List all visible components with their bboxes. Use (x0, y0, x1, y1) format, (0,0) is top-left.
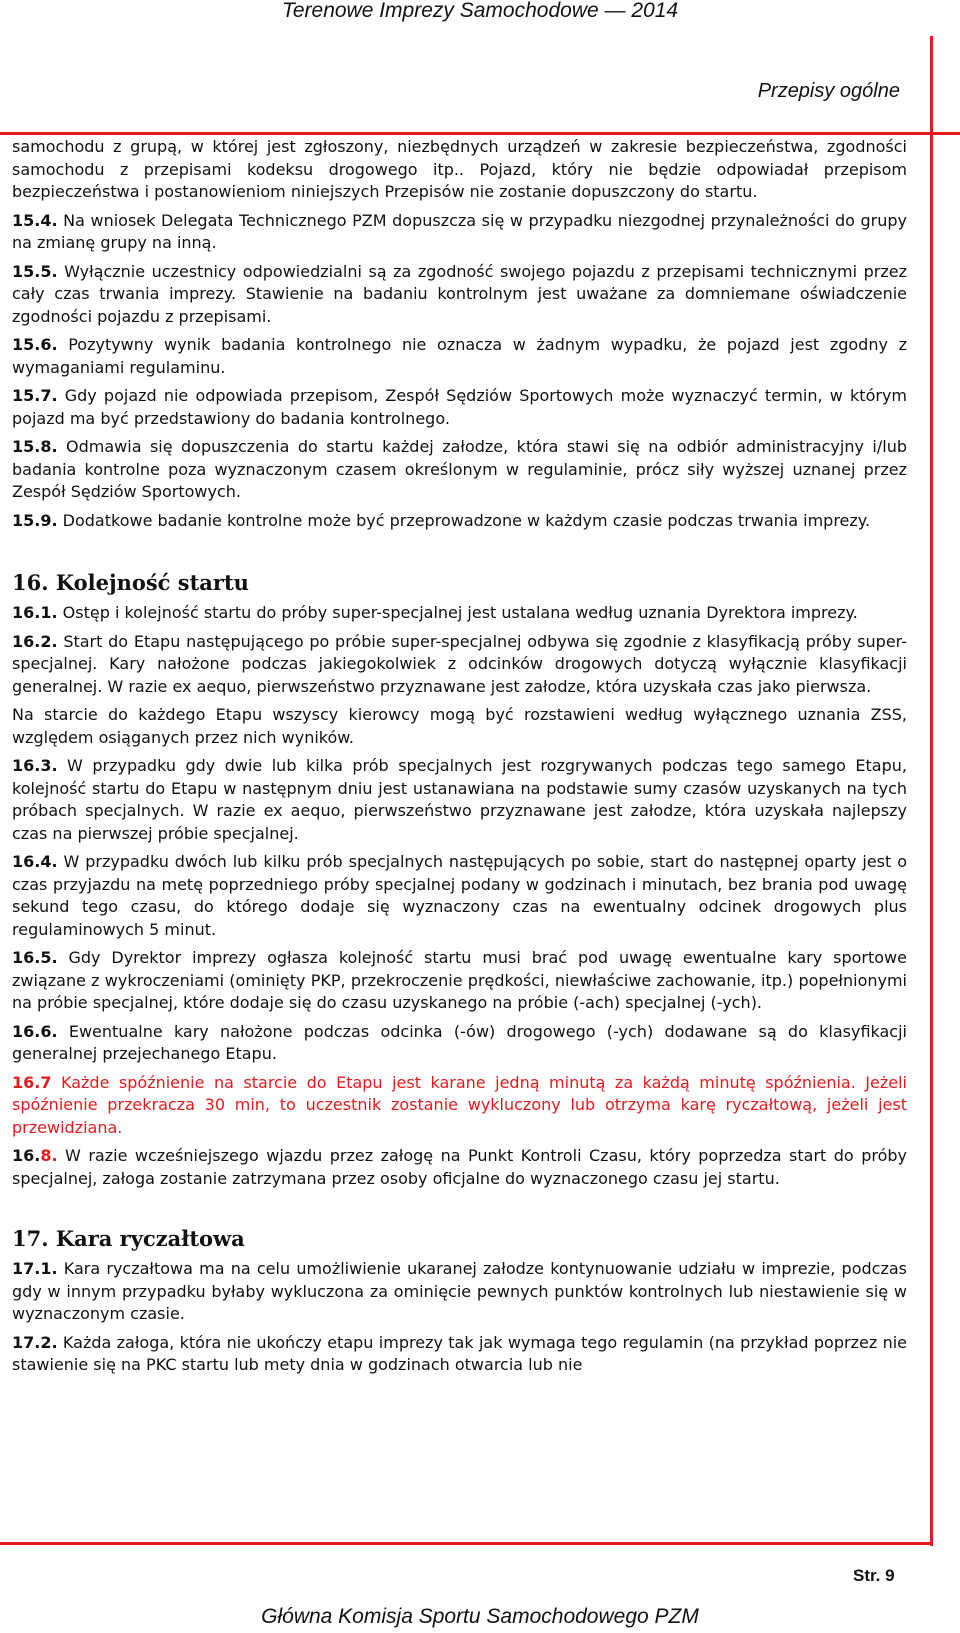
section-heading-16: 16. Kolejność startu (12, 570, 249, 595)
red-vertical-rule (930, 36, 933, 1546)
paragraph-number: 15.7. (12, 386, 58, 405)
page-content (12, 136, 907, 1383)
paragraph-number: 16.4. (12, 852, 58, 871)
paragraph-number: 16.1. (12, 603, 58, 622)
page-number: Str. 9 (853, 1566, 895, 1585)
paragraph-16-1: 16.1. Ostęp i kolejność startu do próby super-specjalnej jest ustalana według uznania Dyrektora imprezy. (12, 603, 858, 622)
section-heading-17: 17. Kara ryczałtowa (12, 1226, 245, 1251)
paragraph-number: 15.4. (12, 210, 58, 230)
paragraph-number: 16.7 (12, 1072, 52, 1092)
paragraph-17-1: 17.1. Kara ryczałtowa ma na celu umożliwienie ukaranej załodze kontynuowanie udziału w imprezie, podczas gdy w innym przypadku byłaby wykluczona za ominięcie pewnych punktów kontrolnych lub niestawienie się w wyznaczonym czasie. (12, 1259, 907, 1323)
paragraph-16-6: 16.6. Ewentualne kary nałożone podczas odcinka (-ów) drogowego (-ych) dodawane są do klasyfikacji generalnej przejechanego Etapu. (12, 1021, 907, 1063)
paragraph-16-5: 16.5. Gdy Dyrektor imprezy ogłasza kolejność startu musi brać pod uwagę ewentualne kary sportowe związane z wykroczeniami (ominięty PKP, przekroczenie prędkości, niewłaściwe zachowanie, itp.) popełnionymi na próbie specjalnej, które dodaje się do czasu uzyskanego na próbie (-ach) specjalnej (-ych). (12, 948, 907, 1012)
paragraph-number: 16.2. (12, 631, 58, 651)
paragraph-number: 15.6. (12, 335, 58, 354)
paragraph-15-8: 15.8. Odmawia się dopuszczenia do startu każdej załodze, która stawi się na odbiór administracyjny i/lub badania kontrolne poza wyznaczonym czasem określonym w regulaminie, prócz siły wyższej uznanej przez Zespół Sędziów Sportowych. (12, 437, 907, 501)
paragraph-16-2: 16.2. Start do Etapu następującego po próbie super-specjalnej odbywa się zgodnie z klasyfikacją próby super-specjalnej. Kary nałożone podczas jakiegokolwiek z odcinków drogowych dotyczą wyłącznie klasyfikacji generalnej. W razie ex aequo, pierwszeństwo przyznawane jest załodze, która uzyskała czas jako pierwsza. (12, 631, 907, 696)
paragraph-16-2-note: Na starcie do każdego Etapu wszyscy kierowcy mogą być rozstawieni według wyłącznego uznania ZSS, względem osiąganych przez nich wyników. (12, 705, 907, 747)
paragraph-number: 15.9. (12, 510, 58, 530)
paragraph-15-4: 15.4. Na wniosek Delegata Technicznego PZM dopuszcza się w przypadku niezgodnej przynależności do grupy na zmianę grupy na inną. (12, 210, 907, 252)
paragraph-number: 16.6. (12, 1021, 58, 1041)
paragraph-15-6: 15.6. Pozytywny wynik badania kontrolnego nie oznacza w żadnym wypadku, że pojazd jest zgodny z wymaganiami regulaminu. (12, 335, 907, 377)
paragraph-16-3: 16.3. W przypadku gdy dwie lub kilka prób specjalnych jest rozgrywanych podczas tego samego Etapu, kolejność startu do Etapu w następnym dniu jest ustanawiana na podstawie sumy czasów uzyskanych na tych próbach specjalnych. W razie ex aequo, pierwszeństwo przyznawane jest załodze, która uzyskała najlepszy czas na pierwszej próbie specjalnej. (12, 756, 907, 843)
paragraph-15-7: 15.7. Gdy pojazd nie odpowiada przepisom, Zespół Sędziów Sportowych może wyznaczyć termin, w którym pojazd ma być przedstawiony do badania kontrolnego. (12, 386, 907, 428)
paragraph-15-3-continued: samochodu z grupą, w której jest zgłoszony, niezbędnych urządzeń w zakresie bezpieczeństwa, zgodności samochodu z przepisami kodeksu drogowego itp.. Pojazd, który nie będzie odpowiadał przepisom bezpieczeństwa i postanowieniom niniejszych Przepisów nie zostanie dopuszczony do startu. (12, 137, 907, 201)
paragraph-number: 17.1. (12, 1259, 58, 1278)
paragraph-number: 16.3. (12, 756, 58, 775)
paragraph-16-4: 16.4. W przypadku dwóch lub kilku prób specjalnych następujących po sobie, start do następnej oparty jest o czas przyjazdu na metę poprzedniego próby specjalnej podany w godzinach i minutach, bez brania pod uwagę sekund tego czasu, do którego dodaje się wyznaczony czas na ewentualny odcinek drogowych plus regulaminowych 5 minut. (12, 852, 907, 939)
paragraph-number: 15.8. (12, 437, 58, 456)
paragraph-15-5: 15.5. Wyłącznie uczestnicy odpowiedzialni są za zgodność swojego pojazdu z przepisami technicznymi przez cały czas trwania imprezy. Stawienie na badaniu kontrolnym jest uważane za domniemane oświadczenie zgodności pojazdu z przepisami. (12, 261, 907, 326)
paragraph-17-2: 17.2. Każda załoga, która nie ukończy etapu imprezy tak jak wymaga tego regulamin (na przykład poprzez nie stawienie się na PKC startu lub mety dnia w godzinach otwarcia lub nie (12, 1332, 907, 1374)
red-header-rule (0, 132, 960, 135)
footer-title: Główna Komisja Sportu Samochodowego PZM (261, 1605, 699, 1628)
red-footer-rule (0, 1542, 933, 1545)
paragraph-number: 16.8. (12, 1146, 58, 1165)
paragraph-number: 15.5. (12, 261, 58, 281)
section-label: Przepisy ogólne (757, 80, 900, 102)
paragraph-15-9: 15.9. Dodatkowe badanie kontrolne może być przeprowadzone w każdym czasie podczas trwania imprezy. (12, 510, 871, 530)
paragraph-number: 16.5. (12, 948, 58, 967)
paragraph-16-8: 16.8. W razie wcześniejszego wjazdu przez załogę na Punkt Kontroli Czasu, który poprzedza start do próby specjalnej, załoga zostanie zatrzymana przez osoby oficjalne do wyznaczonego czasu jej startu. (12, 1146, 907, 1188)
paragraph-16-7: 16.7 Każde spóźnienie na starcie do Etapu jest karane jedną minutą za każdą minutę spóźnienia. Jeżeli spóźnienie przekracza 30 min, to uczestnik zostanie wykluczony lub otrzyma karę ryczałtową, jeżeli jest przewidziana. (12, 1072, 908, 1137)
running-header: Terenowe Imprezy Samochodowe — 2014 (281, 0, 679, 22)
paragraph-number: 17.2. (12, 1332, 58, 1352)
